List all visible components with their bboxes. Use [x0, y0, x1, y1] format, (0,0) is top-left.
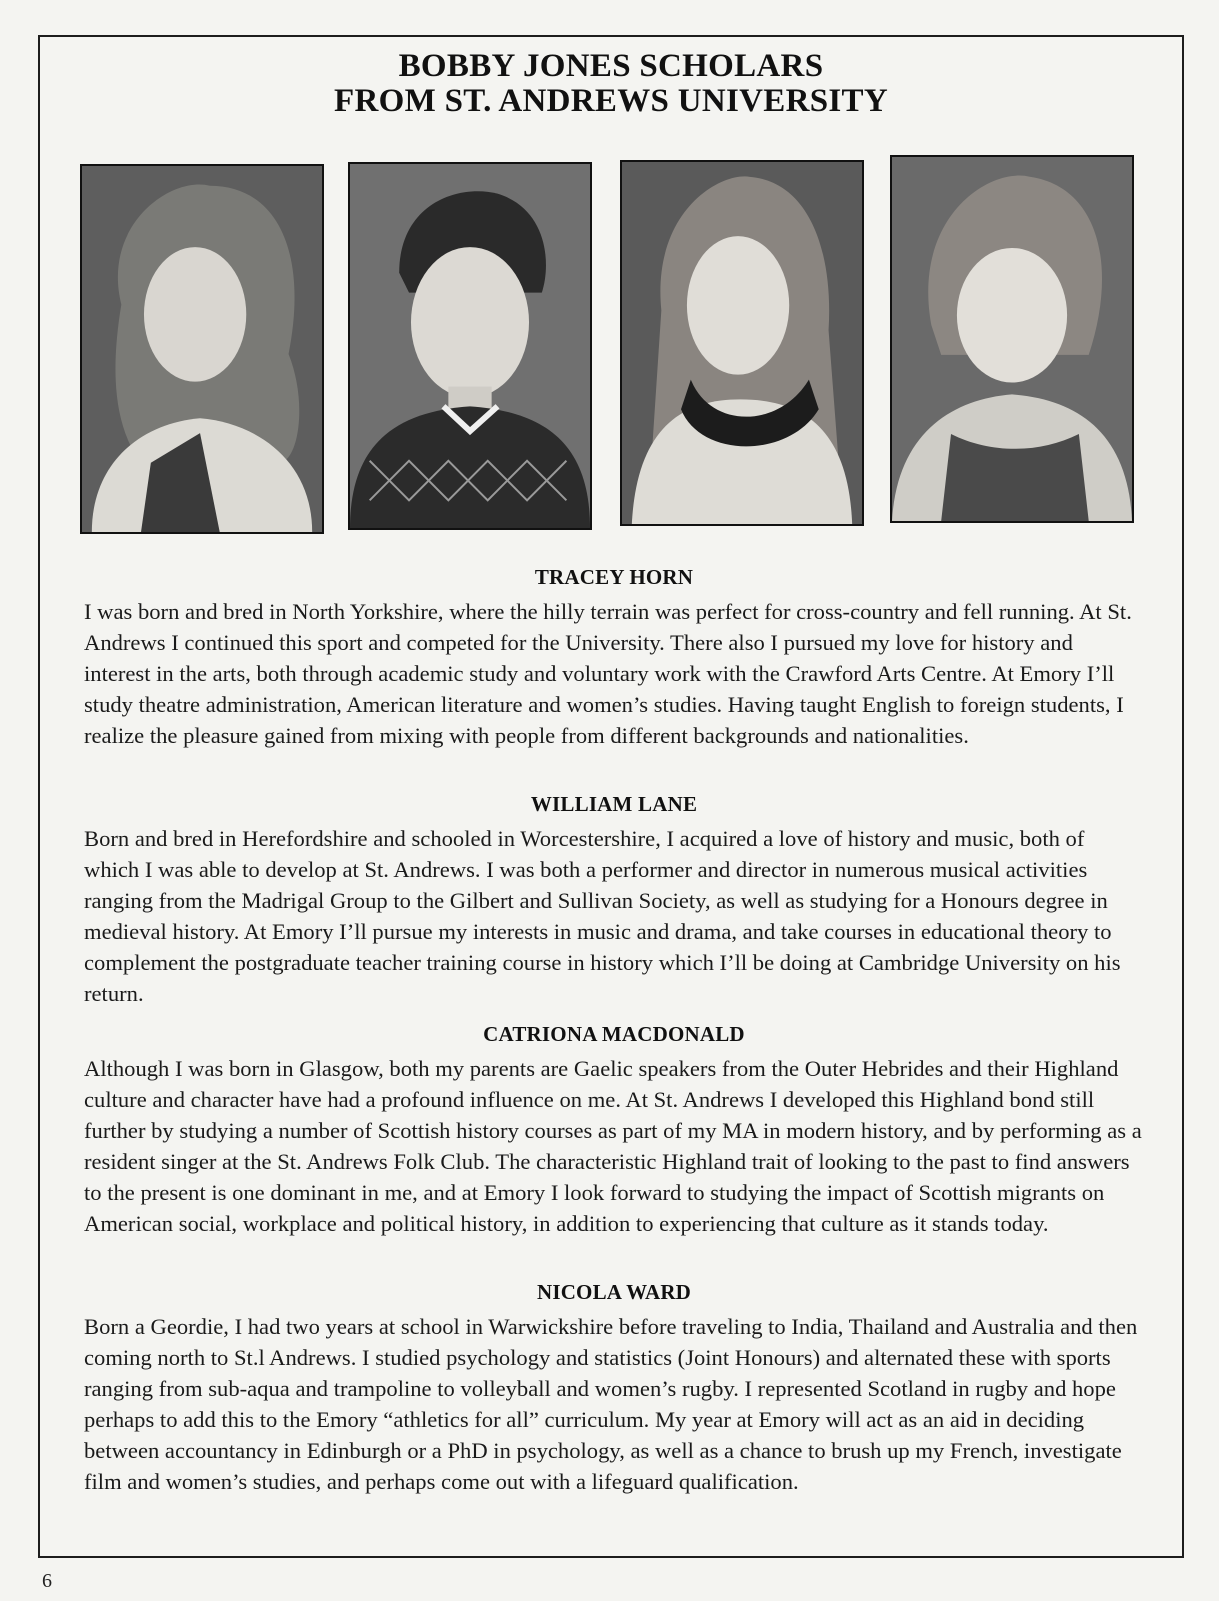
page-title — [40, 49, 1182, 119]
page-frame — [38, 35, 1184, 1558]
bio-name: NICOLA WARD — [536, 1280, 692, 1304]
page-title-line-1: BOBBY JONES SCHOLARS — [398, 48, 824, 84]
bio-name: TRACEY HORN — [534, 565, 694, 589]
portrait-photo-4 — [890, 155, 1134, 523]
bio-text: I was born and bred in North Yorkshire, where the hilly terrain was perfect for cross-country and fell running. At St. Andrews I continued this sport and competed for the University. There also I pursued my love for history and interest in the arts, both through academic study and voluntary work with the Crawford Arts Centre. At Emory I’ll study theatre administration, American literature and women’s studies. Having taught English to foreign students, I realize the pleasure gained from mixing with people from different backgrounds and nationalities. — [84, 599, 1132, 748]
bio-tracey-horn — [84, 565, 1144, 751]
page-number: 6 — [42, 1570, 52, 1592]
bio-name: CATRIONA MACDONALD — [483, 1022, 745, 1046]
bio-nicola-ward — [84, 1280, 1144, 1497]
bio-william-lane — [84, 792, 1144, 1009]
bio-name: WILLIAM LANE — [530, 792, 698, 816]
bio-catriona-macdonald — [84, 1022, 1144, 1239]
portrait-photo-1 — [80, 164, 324, 534]
portrait-photo-3 — [620, 160, 864, 526]
bio-text: Born and bred in Herefordshire and schooled in Worcestershire, I acquired a love of history and music, both of which I was able to develop at St. Andrews. I was both a performer and director in numerous musical activities ranging from the Madrigal Group to the Gilbert and Sullivan Society, as well as studying for a Honours degree in medieval history. At Emory I’ll pursue my interests in music and drama, and take courses in educational theory to complement the postgraduate teacher training course in history which I’ll be doing at Cambridge University on his return. — [84, 826, 1121, 1006]
bio-text: Although I was born in Glasgow, both my parents are Gaelic speakers from the Outer Hebrides and their Highland culture and character have had a profound influence on me. At St. Andrews I developed this Highland bond still further by studying a number of Scottish history courses as part of my MA in modern history, and by performing as a resident singer at the St. Andrews Folk Club. The characteristic Highland trait of looking to the past to find answers to the present is one dominant in me, and at Emory I look forward to studying the impact of Scottish migrants on American social, workplace and political history, in addition to experiencing that culture as it stands today. — [84, 1056, 1142, 1236]
page-title-line-2: FROM ST. ANDREWS UNIVERSITY — [334, 83, 888, 119]
bio-text: Born a Geordie, I had two years at school in Warwickshire before traveling to India, Thailand and Australia and then coming north to St.l Andrews. I studied psychology and statistics (Joint Honours) and alternated these with sports ranging from sub-aqua and trampoline to volleyball and women’s rugby. I represented Scotland in rugby and hope perhaps to add this to the Emory “athletics for all” curriculum. My year at Emory will act as an aid in deciding between accountancy in Edinburgh or a PhD in psychology, as well as a chance to brush up my French, investigate film and women’s studies, and perhaps come out with a lifeguard qualification. — [84, 1314, 1138, 1494]
portrait-photo-2 — [348, 162, 592, 530]
